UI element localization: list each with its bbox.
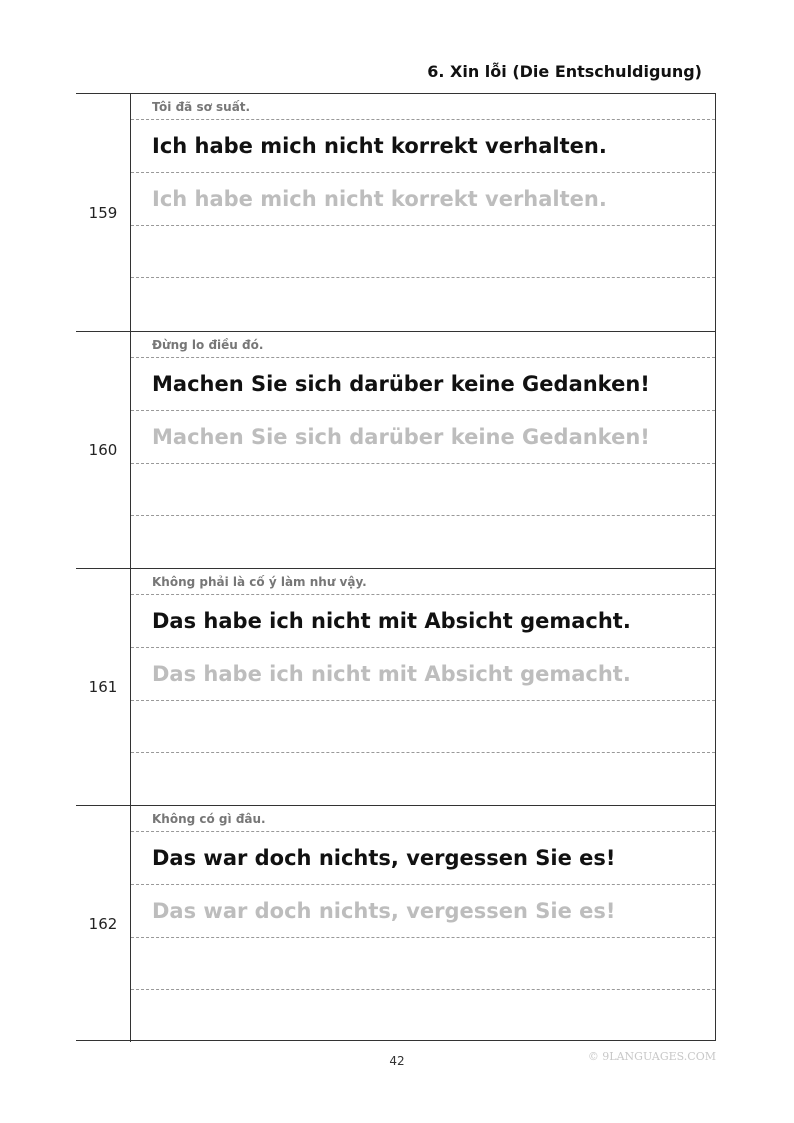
blank-writing-line <box>131 990 715 1043</box>
entry-number: 161 <box>76 569 131 805</box>
trace-sentence: Machen Sie sich darüber keine Gedanken! <box>131 411 715 464</box>
page-number: 42 <box>389 1054 405 1068</box>
blank-writing-line <box>131 226 715 279</box>
model-sentence: Das habe ich nicht mit Absicht gemacht. <box>131 595 715 648</box>
model-sentence: Ich habe mich nicht korrekt verhalten. <box>131 120 715 173</box>
trace-sentence: Ich habe mich nicht korrekt verhalten. <box>131 173 715 226</box>
practice-entry <box>76 94 715 331</box>
writing-lines <box>131 806 715 1042</box>
vietnamese-hint: Không phải là cố ý làm như vậy. <box>131 569 715 595</box>
practice-sheet <box>76 93 716 1041</box>
practice-entry <box>76 805 715 1042</box>
entry-number: 160 <box>76 332 131 568</box>
page-title: 6. Xin lỗi (Die Entschuldigung) <box>427 62 702 81</box>
practice-entry <box>76 568 715 805</box>
blank-writing-line <box>131 464 715 517</box>
model-sentence: Machen Sie sich darüber keine Gedanken! <box>131 358 715 411</box>
vietnamese-hint: Tôi đã sơ suất. <box>131 94 715 120</box>
blank-writing-line <box>131 278 715 331</box>
blank-writing-line <box>131 701 715 754</box>
model-sentence: Das war doch nichts, vergessen Sie es! <box>131 832 715 885</box>
blank-writing-line <box>131 753 715 806</box>
vietnamese-hint: Đừng lo điều đó. <box>131 332 715 358</box>
writing-lines <box>131 332 715 568</box>
copyright-notice: © 9LANGUAGES.COM <box>587 1050 716 1063</box>
writing-lines <box>131 569 715 805</box>
entry-number: 159 <box>76 94 131 331</box>
trace-sentence: Das war doch nichts, vergessen Sie es! <box>131 885 715 938</box>
writing-lines <box>131 94 715 331</box>
blank-writing-line <box>131 938 715 991</box>
practice-entry <box>76 331 715 568</box>
trace-sentence: Das habe ich nicht mit Absicht gemacht. <box>131 648 715 701</box>
blank-writing-line <box>131 516 715 569</box>
vietnamese-hint: Không có gì đâu. <box>131 806 715 832</box>
entry-number: 162 <box>76 806 131 1042</box>
